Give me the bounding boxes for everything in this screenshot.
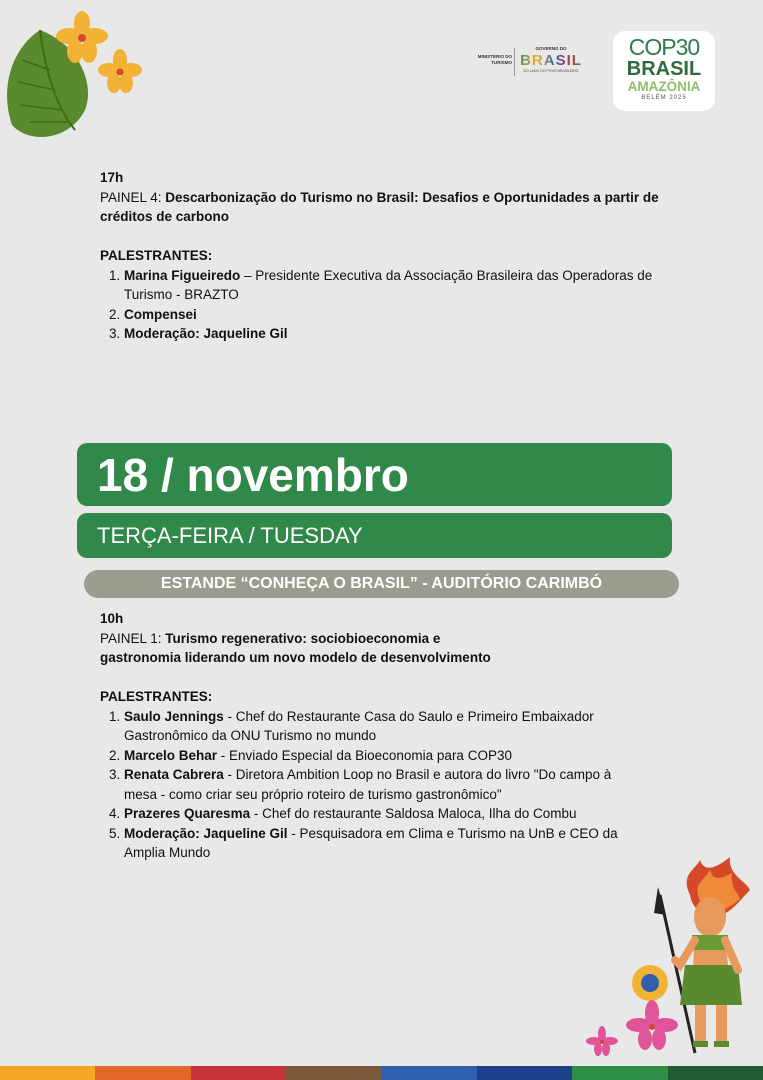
speaker-name: Saulo Jennings	[124, 708, 224, 724]
session-time: 17h	[100, 170, 124, 185]
panel-title: Descarbonização do Turismo no Brasil: Desafios e Oportunidades a partir de créditos de carbono	[100, 189, 659, 224]
cop30-logo	[613, 31, 715, 111]
day-title: TERÇA-FEIRA / TUESDAY	[97, 523, 363, 548]
leaf-flower-decoration	[0, 10, 150, 145]
speaker-item: 2. Marcelo Behar - Enviado Especial da Bioeconomia para COP30	[109, 747, 512, 763]
cop30-amazonia: AMAZÔNIA	[627, 79, 701, 94]
speaker-desc: - Chef do Restaurante Casa do Saulo e Primeiro Embaixador Gastronômico da ONU Turismo no mundo	[124, 708, 594, 743]
speaker-name: Marcelo Behar	[124, 747, 218, 763]
cop30-belem: BELÉM 2025	[641, 95, 687, 101]
day-banner	[77, 513, 672, 558]
speaker-name: Renata Cabrera	[124, 767, 224, 782]
speaker-item: 2. Compensei	[109, 306, 197, 322]
speaker-item: 5. Moderação: Jaqueline Gil - Pesquisadora em Clima e Turismo na UnB e CEO da Amplia Mundo	[109, 825, 618, 860]
panel-heading	[100, 188, 660, 227]
gov-tagline: DO LADO DO POVO BRASILEIRO	[523, 69, 579, 73]
speaker-name: Compensei	[124, 306, 197, 322]
speaker-desc: – Presidente Executiva da Associação Brasileira das Operadoras de Turismo - BRAZTO	[124, 267, 653, 302]
stripe-segment	[95, 1066, 190, 1080]
panel-title-line2: gastronomia liderando um novo modelo de desenvolvimento	[100, 650, 491, 665]
speaker-item: 4. Prazeres Quaresma - Chef do restaurante Saldosa Maloca, Ilha do Combu	[109, 806, 577, 821]
gov-brasil-wordmark: BRASIL	[517, 52, 585, 69]
speaker-desc: - Chef do restaurante Saldosa Maloca, Ilha do Combu	[250, 806, 577, 821]
stripe-segment	[191, 1066, 286, 1080]
speakers-header: PALESTRANTES:	[100, 689, 213, 704]
panel-heading	[100, 629, 660, 649]
ministry-label-line1: MINISTÉRIO DO	[477, 54, 512, 59]
stripe-segment	[286, 1066, 381, 1080]
cop30-wordmark: COP30	[628, 34, 700, 60]
session-10h	[100, 609, 660, 863]
stripe-segment	[572, 1066, 667, 1080]
panel-title-line1: Turismo regenerativo: sociobioeconomia e	[165, 630, 441, 646]
speaker-desc: - Diretora Ambition Loop no Brasil e autora do livro "Do campo à mesa - como criar seu próprio roteiro de turismo gastronômico"	[124, 767, 612, 802]
speakers-list	[100, 266, 660, 344]
stripe-segment	[477, 1066, 572, 1080]
session-17h	[100, 168, 660, 344]
speaker-item: 1. Saulo Jennings - Chef do Restaurante Casa do Saulo e Primeiro Embaixador Gastronômico da ONU Turismo no mundo	[109, 708, 594, 743]
speaker-desc: - Pesquisadora em Clima e Turismo na UnB e CEO da Amplia Mundo	[124, 825, 618, 860]
ministry-label-line2: TURISMO	[491, 60, 512, 65]
gov-top-label: GOVERNO DO	[535, 46, 567, 51]
date-title: 18 / novembro	[97, 449, 409, 501]
date-banner	[77, 443, 672, 506]
stripe-segment	[382, 1066, 477, 1080]
speakers-header: PALESTRANTES:	[100, 248, 213, 263]
stripe-segment	[668, 1066, 763, 1080]
speaker-name: Marina Figueiredo	[124, 267, 241, 283]
speaker-item: 3. Moderação: Jaqueline Gil	[109, 326, 288, 341]
panel-prefix: PAINEL 4:	[100, 189, 166, 205]
footer-color-stripe	[0, 1066, 763, 1080]
speaker-item: 1. Marina Figueiredo – Presidente Executiva da Associação Brasileira das Operadoras de Turismo - BRAZTO	[109, 267, 653, 302]
mascot-illustration	[580, 855, 763, 1060]
stripe-segment	[0, 1066, 95, 1080]
speaker-name: Moderação: Jaqueline Gil	[124, 825, 288, 841]
speaker-name: Prazeres Quaresma	[124, 806, 251, 821]
venue-title: ESTANDE “CONHEÇA O BRASIL” - AUDITÓRIO CARIMBÓ	[160, 575, 603, 592]
cop30-brasil: BRASIL	[626, 58, 702, 80]
speaker-name: Moderação: Jaqueline Gil	[124, 326, 288, 341]
speaker-desc: - Enviado Especial da Bioeconomia para COP30	[217, 747, 512, 763]
session-time: 10h	[100, 611, 124, 626]
panel-prefix: PAINEL 1:	[100, 630, 166, 646]
venue-bar	[84, 570, 679, 598]
speakers-list	[100, 707, 645, 863]
speaker-item: 3. Renata Cabrera - Diretora Ambition Loop no Brasil e autora do livro "Do campo à mesa - como criar seu próprio roteiro de turismo gastronômico"	[109, 767, 612, 802]
government-logos	[460, 44, 585, 80]
